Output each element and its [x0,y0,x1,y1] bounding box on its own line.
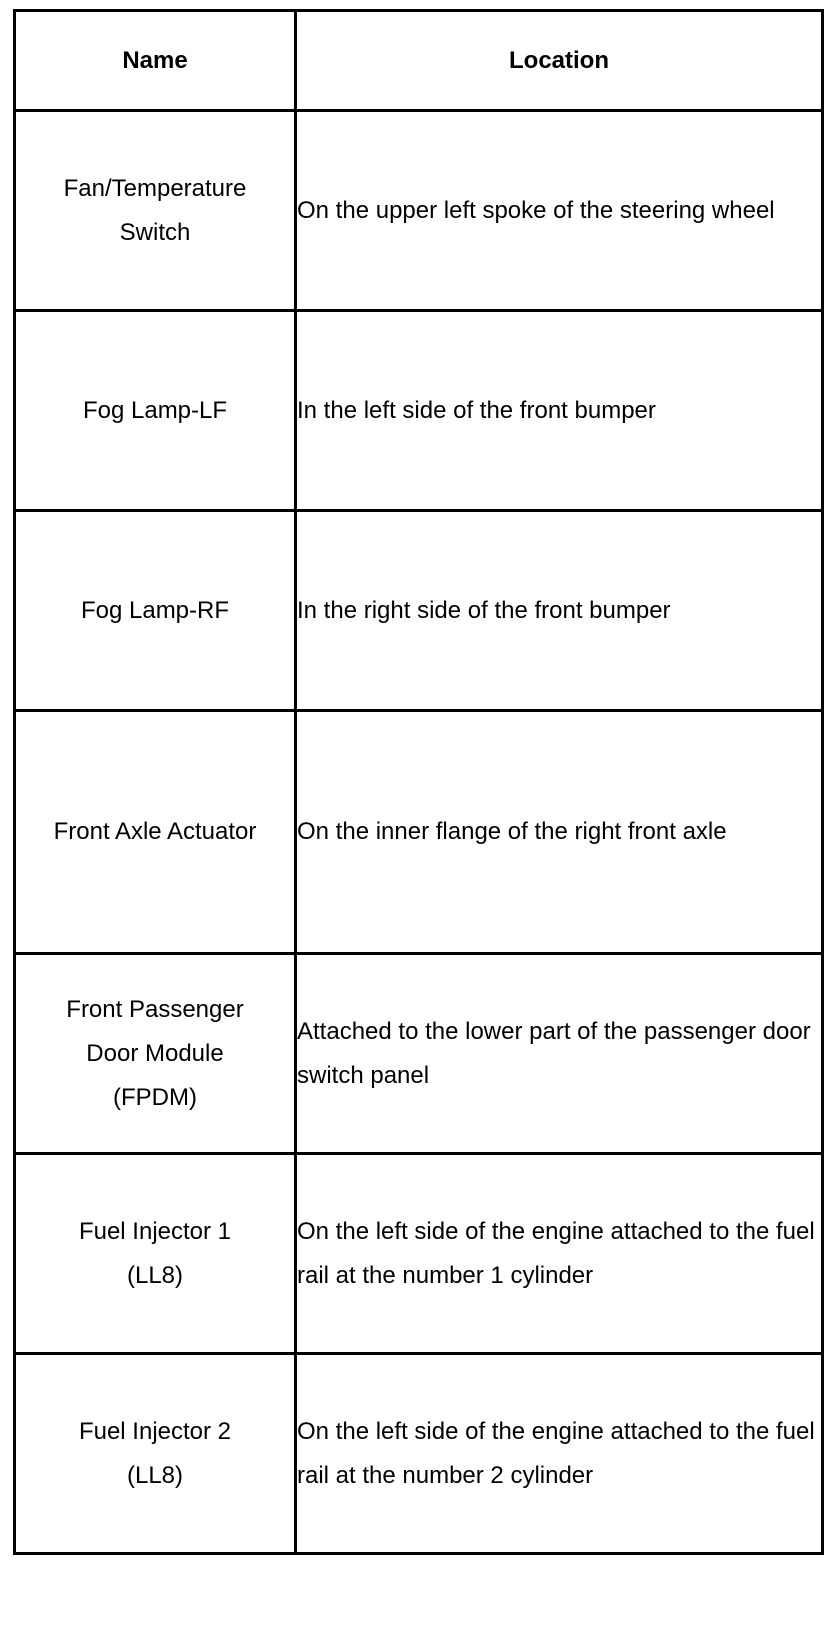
component-location: In the left side of the front bumper [296,311,823,511]
component-name: Fog Lamp-RF [15,511,296,711]
component-name: Fuel Injector 1 (LL8) [15,1154,296,1354]
component-location: On the inner flange of the right front axle [296,711,823,954]
component-name: Fog Lamp-LF [15,311,296,511]
component-location: In the right side of the front bumper [296,511,823,711]
component-name: Front Passenger Door Module (FPDM) [15,954,296,1154]
table-row [15,711,823,954]
header-name: Name [15,11,296,111]
table-row [15,954,823,1154]
table-header-row [15,11,823,111]
component-location: On the left side of the engine attached to the fuel rail at the number 2 cylinder [296,1354,823,1554]
table-row [15,1154,823,1354]
component-name: Fuel Injector 2 (LL8) [15,1354,296,1554]
table-row [15,111,823,311]
table-row [15,511,823,711]
component-name: Fan/Temperature Switch [15,111,296,311]
header-location: Location [296,11,823,111]
component-name: Front Axle Actuator [15,711,296,954]
component-location: Attached to the lower part of the passenger door switch panel [296,954,823,1154]
table-row [15,311,823,511]
component-location: On the left side of the engine attached to the fuel rail at the number 1 cylinder [296,1154,823,1354]
component-location-table [13,9,824,1555]
table-row [15,1354,823,1554]
component-location: On the upper left spoke of the steering wheel [296,111,823,311]
